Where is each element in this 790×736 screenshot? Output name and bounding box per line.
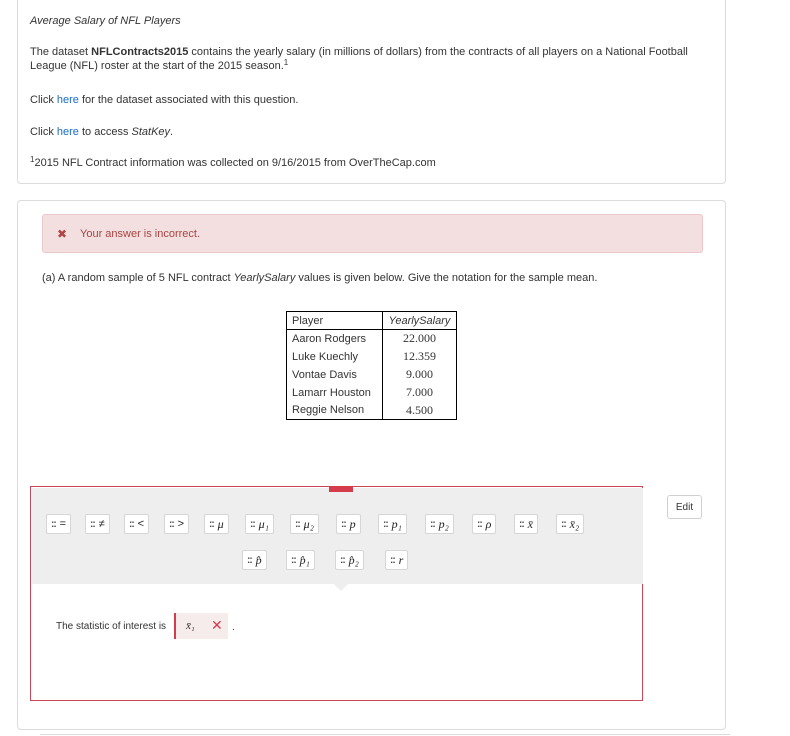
dataset-description: The dataset NFLContracts2015 contains the yearly salary (in millions of dollars) from the contracts of all players on a National Football League (NFL) roster at the start of the 2015 season.$^1$ (30, 46, 688, 72)
answer-label: The statistic of interest is (56, 621, 167, 632)
token-palette (32, 488, 643, 584)
footnote: $^1$2015 NFL Contract information was collected on 9/16/2015 from OverTheCap.com (30, 155, 436, 169)
incorrect-alert (42, 214, 703, 253)
token-phat2[interactable]: :: p̂₂ (335, 550, 364, 570)
token-xbar[interactable]: :: x̄ (514, 514, 538, 534)
salary-table (286, 311, 457, 420)
question-card (17, 200, 726, 730)
dataset-link[interactable]: here (56, 94, 79, 106)
token-phat1[interactable]: :: p̂₁ (286, 550, 315, 570)
token-p1[interactable]: :: p₁ (378, 514, 407, 534)
table-row: Lamarr Houston 7.000 (287, 384, 457, 402)
token-r[interactable]: :: r (385, 550, 408, 570)
token-rho[interactable]: :: ρ (472, 514, 496, 534)
table-header-salary: YearlySalary (383, 312, 457, 330)
token-p2[interactable]: :: p₂ (425, 514, 454, 534)
footnote-marker: 1 (283, 58, 289, 67)
token-less-than[interactable]: :: < (124, 514, 149, 534)
question-prompt: (a) A random sample of 5 NFL contract YearlySalary values is given below. Give the notation for the sample mean. (42, 272, 598, 284)
token-mu2[interactable]: :: μ₂ (290, 514, 319, 534)
answer-dropzone[interactable]: x̄₁ ✕ . (174, 613, 228, 639)
statkey-link[interactable]: here (56, 126, 79, 138)
token-xbar2[interactable]: :: x̄₂ (556, 514, 584, 534)
table-header-player: Player (287, 312, 383, 330)
table-row: Luke Kuechly 12.359 (287, 348, 457, 366)
dataset-name: NFLContracts2015 (91, 46, 189, 58)
question-title: Average Salary of NFL Players (30, 15, 181, 27)
palette-toggle-tab[interactable] (329, 486, 353, 492)
token-equals[interactable]: :: = (46, 514, 71, 534)
dataset-link-line: Click here for the dataset associated with this question. (30, 94, 299, 106)
edit-button[interactable]: Edit (667, 495, 702, 519)
x-icon: ✖ (57, 227, 68, 241)
token-phat[interactable]: :: p̂ (242, 550, 267, 570)
wrong-x-icon: ✕ (211, 617, 223, 633)
context-card (17, 0, 726, 184)
table-row: Aaron Rodgers 22.000 (287, 330, 457, 348)
answer-value[interactable]: x̄₁ (186, 620, 195, 632)
palette-caret (333, 583, 349, 591)
table-row: Reggie Nelson 4.500 (287, 402, 457, 420)
table-row: Vontae Davis 9.000 (287, 366, 457, 384)
token-mu1[interactable]: :: μ₁ (245, 514, 274, 534)
token-not-equal[interactable]: :: ≠ (85, 514, 110, 534)
statkey-link-line: Click here to access StatKey. (30, 126, 174, 138)
answer-editor (30, 486, 643, 701)
token-greater-than[interactable]: :: > (164, 514, 189, 534)
token-p[interactable]: :: p (336, 514, 361, 534)
alert-message: Your answer is incorrect. (80, 228, 201, 240)
token-mu[interactable]: :: μ (204, 514, 229, 534)
